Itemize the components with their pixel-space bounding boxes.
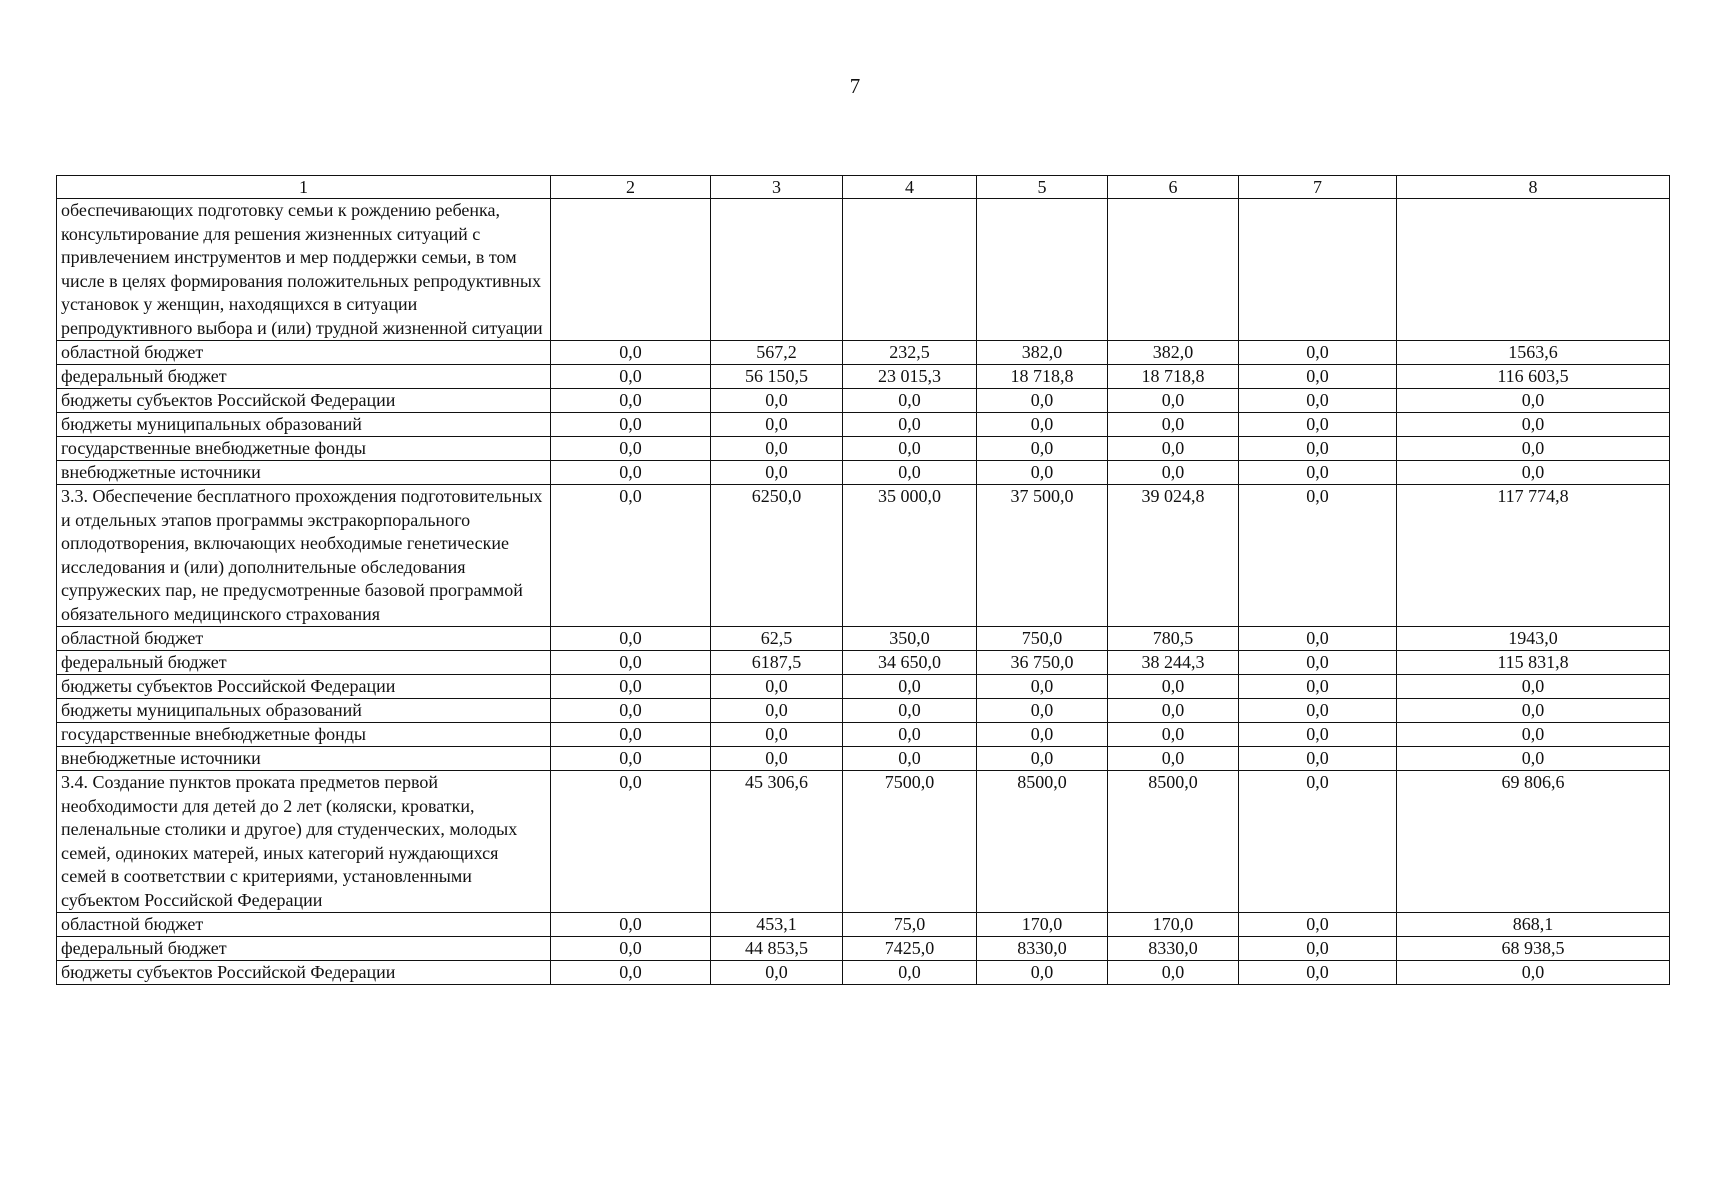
funding-source-label: бюджеты муниципальных образований bbox=[57, 699, 551, 723]
table-row-source bbox=[57, 627, 1670, 651]
value-cell: 0,0 bbox=[551, 651, 711, 675]
value-cell: 0,0 bbox=[1108, 437, 1239, 461]
value-cell: 0,0 bbox=[1239, 627, 1397, 651]
table-row-source bbox=[57, 365, 1670, 389]
header-cell: 6 bbox=[1108, 176, 1239, 199]
value-cell: 0,0 bbox=[977, 413, 1108, 437]
header-cell: 4 bbox=[843, 176, 977, 199]
value-cell: 0,0 bbox=[551, 937, 711, 961]
value-cell: 170,0 bbox=[1108, 913, 1239, 937]
header-row bbox=[57, 176, 1670, 199]
funding-source-label: областной бюджет bbox=[57, 627, 551, 651]
funding-source-label: областной бюджет bbox=[57, 913, 551, 937]
page-number: 7 bbox=[849, 74, 861, 98]
value-cell bbox=[1239, 199, 1397, 341]
value-cell: 0,0 bbox=[1239, 485, 1397, 627]
value-cell: 0,0 bbox=[1108, 699, 1239, 723]
value-cell: 0,0 bbox=[711, 437, 843, 461]
value-cell: 0,0 bbox=[1239, 413, 1397, 437]
value-cell: 0,0 bbox=[1239, 389, 1397, 413]
value-cell: 0,0 bbox=[1108, 723, 1239, 747]
table-row-source bbox=[57, 437, 1670, 461]
value-cell: 116 603,5 bbox=[1397, 365, 1670, 389]
value-cell: 0,0 bbox=[551, 675, 711, 699]
budget-table bbox=[56, 175, 1670, 985]
table-row-source bbox=[57, 341, 1670, 365]
value-cell: 0,0 bbox=[1239, 723, 1397, 747]
value-cell: 34 650,0 bbox=[843, 651, 977, 675]
value-cell: 0,0 bbox=[551, 961, 711, 985]
funding-source-label: федеральный бюджет bbox=[57, 651, 551, 675]
table-body bbox=[57, 199, 1670, 985]
value-cell: 39 024,8 bbox=[1108, 485, 1239, 627]
value-cell: 0,0 bbox=[711, 675, 843, 699]
value-cell: 35 000,0 bbox=[843, 485, 977, 627]
value-cell: 0,0 bbox=[1239, 651, 1397, 675]
value-cell: 0,0 bbox=[711, 389, 843, 413]
value-cell: 0,0 bbox=[711, 747, 843, 771]
value-cell: 8330,0 bbox=[977, 937, 1108, 961]
value-cell: 0,0 bbox=[551, 723, 711, 747]
value-cell: 0,0 bbox=[1239, 437, 1397, 461]
value-cell: 0,0 bbox=[1239, 747, 1397, 771]
value-cell: 75,0 bbox=[843, 913, 977, 937]
value-cell: 0,0 bbox=[1239, 341, 1397, 365]
value-cell: 170,0 bbox=[977, 913, 1108, 937]
value-cell: 0,0 bbox=[1239, 771, 1397, 913]
value-cell: 62,5 bbox=[711, 627, 843, 651]
value-cell: 0,0 bbox=[1108, 675, 1239, 699]
value-cell: 117 774,8 bbox=[1397, 485, 1670, 627]
value-cell: 382,0 bbox=[1108, 341, 1239, 365]
value-cell: 0,0 bbox=[711, 699, 843, 723]
table-row-source bbox=[57, 937, 1670, 961]
value-cell: 0,0 bbox=[551, 771, 711, 913]
value-cell bbox=[843, 199, 977, 341]
header-cell: 8 bbox=[1397, 176, 1670, 199]
section-description: 3.4. Создание пунктов проката предметов первой необходимости для детей до 2 лет (коляски, кроватки, пеленальные столики и другое) для студенческих, молодых семей, одиноких матерей, иных категорий нуждающихся семей в соответствии с критериями, установленными субъектом Российской Федерации bbox=[57, 771, 551, 913]
value-cell: 37 500,0 bbox=[977, 485, 1108, 627]
value-cell: 0,0 bbox=[843, 437, 977, 461]
funding-source-label: государственные внебюджетные фонды bbox=[57, 723, 551, 747]
table-row-source bbox=[57, 913, 1670, 937]
funding-source-label: внебюджетные источники bbox=[57, 461, 551, 485]
funding-source-label: бюджеты субъектов Российской Федерации bbox=[57, 389, 551, 413]
value-cell: 0,0 bbox=[843, 961, 977, 985]
value-cell: 0,0 bbox=[1108, 961, 1239, 985]
funding-source-label: бюджеты муниципальных образований bbox=[57, 413, 551, 437]
value-cell: 44 853,5 bbox=[711, 937, 843, 961]
value-cell: 0,0 bbox=[1239, 937, 1397, 961]
value-cell: 0,0 bbox=[1397, 437, 1670, 461]
value-cell: 0,0 bbox=[1397, 389, 1670, 413]
value-cell: 8330,0 bbox=[1108, 937, 1239, 961]
value-cell: 0,0 bbox=[551, 627, 711, 651]
value-cell: 6187,5 bbox=[711, 651, 843, 675]
value-cell: 45 306,6 bbox=[711, 771, 843, 913]
value-cell: 0,0 bbox=[711, 461, 843, 485]
header-cell: 3 bbox=[711, 176, 843, 199]
value-cell: 0,0 bbox=[977, 747, 1108, 771]
section-description: 3.3. Обеспечение бесплатного прохождения подготовительных и отдельных этапов программы экстракорпорального оплодотворения, включающих необходимые генетические исследования и (или) дополнительные обследования супружеских пар, не предусмотренные базовой программой обязательного медицинского страхования bbox=[57, 485, 551, 627]
value-cell: 23 015,3 bbox=[843, 365, 977, 389]
value-cell: 6250,0 bbox=[711, 485, 843, 627]
value-cell: 0,0 bbox=[843, 413, 977, 437]
section-description: обеспечивающих подготовку семьи к рождению ребенка, консультирование для решения жизненных ситуаций с привлечением инструментов и мер поддержки семьи, в том числе в целях формирования положительных репродуктивных установок у женщин, находящихся в ситуации репродуктивного выбора и (или) трудной жизненной ситуации bbox=[57, 199, 551, 341]
value-cell: 0,0 bbox=[843, 461, 977, 485]
value-cell: 69 806,6 bbox=[1397, 771, 1670, 913]
value-cell: 0,0 bbox=[1397, 675, 1670, 699]
value-cell: 0,0 bbox=[551, 365, 711, 389]
value-cell: 0,0 bbox=[1397, 747, 1670, 771]
value-cell: 18 718,8 bbox=[977, 365, 1108, 389]
value-cell: 1563,6 bbox=[1397, 341, 1670, 365]
value-cell: 0,0 bbox=[551, 747, 711, 771]
value-cell: 0,0 bbox=[551, 485, 711, 627]
value-cell: 7500,0 bbox=[843, 771, 977, 913]
header-cell: 5 bbox=[977, 176, 1108, 199]
value-cell: 567,2 bbox=[711, 341, 843, 365]
value-cell: 56 150,5 bbox=[711, 365, 843, 389]
value-cell: 232,5 bbox=[843, 341, 977, 365]
value-cell bbox=[1397, 199, 1670, 341]
value-cell: 36 750,0 bbox=[977, 651, 1108, 675]
value-cell: 0,0 bbox=[977, 461, 1108, 485]
value-cell: 0,0 bbox=[551, 461, 711, 485]
header-cell: 2 bbox=[551, 176, 711, 199]
table-row-source bbox=[57, 413, 1670, 437]
value-cell: 0,0 bbox=[1239, 675, 1397, 699]
value-cell: 0,0 bbox=[1239, 961, 1397, 985]
value-cell: 0,0 bbox=[977, 723, 1108, 747]
funding-source-label: государственные внебюджетные фонды bbox=[57, 437, 551, 461]
value-cell: 0,0 bbox=[551, 413, 711, 437]
value-cell: 68 938,5 bbox=[1397, 937, 1670, 961]
table-row-section bbox=[57, 771, 1670, 913]
value-cell: 0,0 bbox=[1397, 699, 1670, 723]
value-cell: 0,0 bbox=[977, 961, 1108, 985]
table-row-source bbox=[57, 389, 1670, 413]
value-cell: 0,0 bbox=[711, 961, 843, 985]
value-cell: 350,0 bbox=[843, 627, 977, 651]
value-cell: 0,0 bbox=[711, 413, 843, 437]
value-cell bbox=[711, 199, 843, 341]
value-cell: 0,0 bbox=[1108, 413, 1239, 437]
value-cell: 0,0 bbox=[551, 437, 711, 461]
table-row-source bbox=[57, 747, 1670, 771]
value-cell: 0,0 bbox=[1108, 389, 1239, 413]
value-cell: 0,0 bbox=[977, 437, 1108, 461]
value-cell: 780,5 bbox=[1108, 627, 1239, 651]
funding-source-label: федеральный бюджет bbox=[57, 937, 551, 961]
value-cell: 382,0 bbox=[977, 341, 1108, 365]
funding-source-label: федеральный бюджет bbox=[57, 365, 551, 389]
funding-source-label: бюджеты субъектов Российской Федерации bbox=[57, 961, 551, 985]
table-row-section bbox=[57, 199, 1670, 341]
value-cell: 0,0 bbox=[843, 747, 977, 771]
value-cell bbox=[551, 199, 711, 341]
value-cell: 0,0 bbox=[711, 723, 843, 747]
value-cell: 0,0 bbox=[1108, 747, 1239, 771]
value-cell: 0,0 bbox=[551, 389, 711, 413]
value-cell: 0,0 bbox=[977, 699, 1108, 723]
funding-source-label: внебюджетные источники bbox=[57, 747, 551, 771]
value-cell: 8500,0 bbox=[1108, 771, 1239, 913]
value-cell: 0,0 bbox=[843, 699, 977, 723]
header-cell: 1 bbox=[57, 176, 551, 199]
header-cell: 7 bbox=[1239, 176, 1397, 199]
value-cell: 0,0 bbox=[1397, 413, 1670, 437]
value-cell: 18 718,8 bbox=[1108, 365, 1239, 389]
value-cell bbox=[1108, 199, 1239, 341]
value-cell: 0,0 bbox=[551, 341, 711, 365]
value-cell: 115 831,8 bbox=[1397, 651, 1670, 675]
table-row-source bbox=[57, 723, 1670, 747]
value-cell: 0,0 bbox=[1397, 461, 1670, 485]
table-row-source bbox=[57, 461, 1670, 485]
table-row-source bbox=[57, 651, 1670, 675]
table-row-source bbox=[57, 675, 1670, 699]
value-cell: 0,0 bbox=[1397, 723, 1670, 747]
value-cell: 0,0 bbox=[1239, 365, 1397, 389]
value-cell: 38 244,3 bbox=[1108, 651, 1239, 675]
table-row-section bbox=[57, 485, 1670, 627]
value-cell: 0,0 bbox=[977, 389, 1108, 413]
funding-source-label: бюджеты субъектов Российской Федерации bbox=[57, 675, 551, 699]
value-cell: 0,0 bbox=[843, 723, 977, 747]
value-cell: 0,0 bbox=[1239, 913, 1397, 937]
value-cell bbox=[977, 199, 1108, 341]
value-cell: 0,0 bbox=[843, 389, 977, 413]
funding-source-label: областной бюджет bbox=[57, 341, 551, 365]
table-row-source bbox=[57, 961, 1670, 985]
value-cell: 0,0 bbox=[843, 675, 977, 699]
value-cell: 0,0 bbox=[1108, 461, 1239, 485]
value-cell: 7425,0 bbox=[843, 937, 977, 961]
value-cell: 0,0 bbox=[1239, 461, 1397, 485]
value-cell: 868,1 bbox=[1397, 913, 1670, 937]
value-cell: 0,0 bbox=[551, 913, 711, 937]
value-cell: 1943,0 bbox=[1397, 627, 1670, 651]
value-cell: 0,0 bbox=[1239, 699, 1397, 723]
value-cell: 0,0 bbox=[551, 699, 711, 723]
value-cell: 453,1 bbox=[711, 913, 843, 937]
value-cell: 0,0 bbox=[977, 675, 1108, 699]
value-cell: 750,0 bbox=[977, 627, 1108, 651]
table-row-source bbox=[57, 699, 1670, 723]
value-cell: 0,0 bbox=[1397, 961, 1670, 985]
value-cell: 8500,0 bbox=[977, 771, 1108, 913]
